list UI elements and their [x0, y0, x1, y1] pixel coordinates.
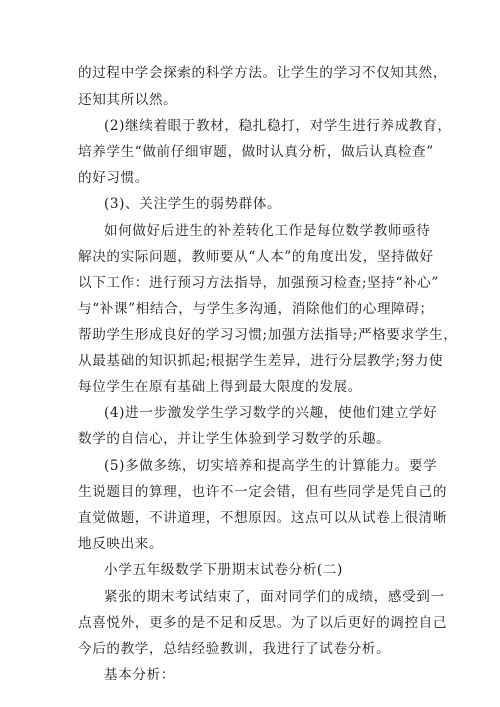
body-text-line: 今后的教学，总结经验教训，我进行了试卷分析。 — [78, 641, 391, 657]
body-text-line: 数学的自信心，并让学生体验到学习数学的乐趣。 — [78, 431, 391, 447]
body-text-line: 以下工作：进行预习方法指导，加强预习检查;坚持“补心” — [78, 275, 439, 291]
body-text-line: 的过程中学会探索的科学方法。让学生的学习不仅知其然， — [78, 65, 448, 81]
subsection-heading: 基本分析： — [104, 667, 175, 683]
body-text-line: 点喜悦外，更多的是不足和反思。为了以后更好的调控自己 — [78, 615, 448, 631]
body-text-line: 每位学生在原有基础上得到最大限度的发展。 — [78, 379, 362, 395]
paragraph-item-2: (2)继续着眼于教材，稳扎稳打，对学生进行养成教育， — [104, 118, 452, 134]
body-text-line: 地反映出来。 — [78, 536, 164, 552]
body-text-line: 还知其所以然。 — [78, 92, 178, 108]
paragraph-item-5: (5)多做多练，切实培养和提高学生的计算能力。要学 — [104, 458, 438, 474]
body-text-line: 与“补课”相结合，与学生多沟通，消除他们的心理障碍； — [78, 301, 434, 317]
body-text-line: 培养学生“做前仔细审题，做时认真分析，做后认真检查” — [78, 144, 434, 160]
body-text-line: 直觉做题，不讲道理，不想原因。这点可以从试卷上很清晰 — [78, 510, 448, 526]
paragraph-item-4: (4)进一步激发学生学习数学的兴趣，使他们建立学好 — [104, 405, 438, 421]
body-text-line: 如何做好后进生的补差转化工作是每位数学教师亟待 — [104, 223, 431, 239]
section-title: 小学五年级数学下册期末试卷分析(二) — [104, 562, 343, 578]
body-text-line: 解决的实际问题，教师要从“人本”的角度出发，坚持做好 — [78, 249, 434, 265]
body-text-line: 的好习惯。 — [78, 170, 149, 186]
body-text-line: 从最基础的知识抓起;根据学生差异，进行分层教学;努力使 — [78, 353, 444, 369]
body-text-line: 帮助学生形成良好的学习习惯;加强方法指导;严格要求学生， — [78, 327, 458, 343]
body-text-line: 紧张的期末考试结束了，面对同学们的成绩，感受到一 — [104, 589, 445, 605]
paragraph-item-3: (3)、关注学生的弱势群体。 — [104, 196, 282, 212]
body-text-line: 生说题目的算理，也许不一定会错，但有些同学是凭自己的 — [78, 484, 448, 500]
